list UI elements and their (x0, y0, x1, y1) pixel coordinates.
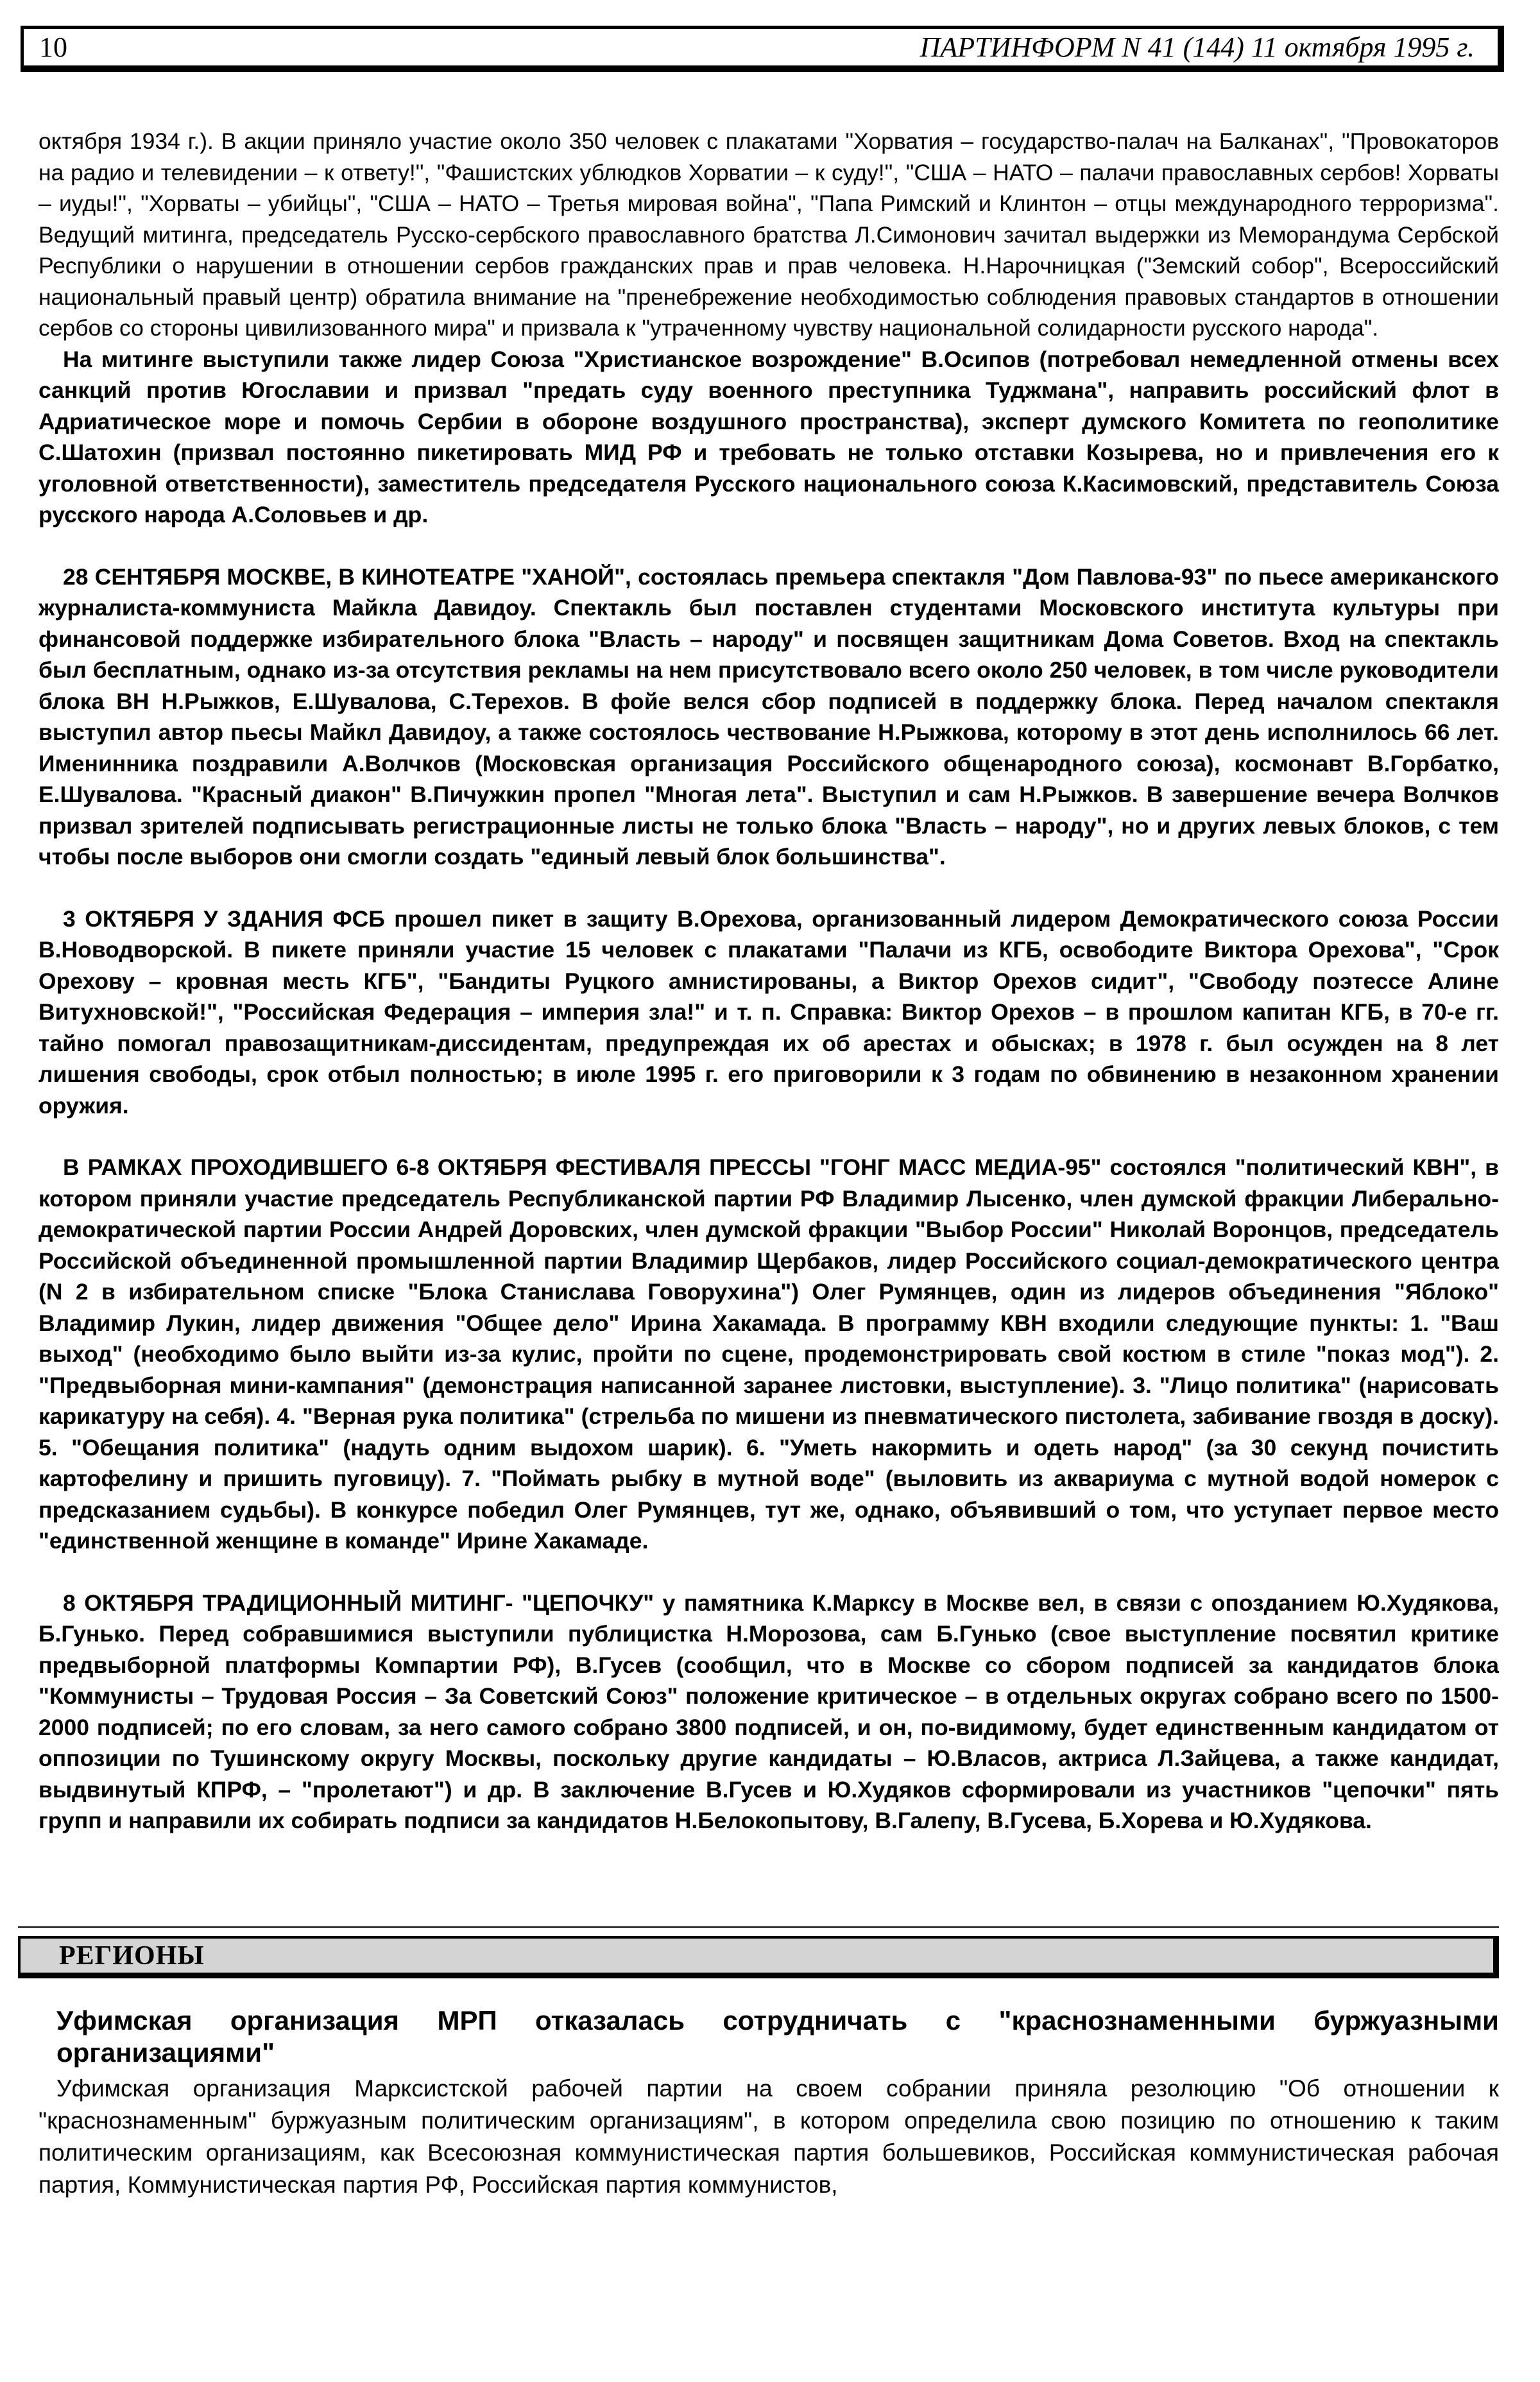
section-divider (18, 1926, 1499, 1928)
regions-article (38, 2005, 1499, 2201)
paragraph-rally-speakers: На митинге выступили также лидер Союза "Христианское возрождение" В.Осипов (потребовал немедленной отмены всех санкций против Югославии и призвал "предать суду военного преступника Туджмана", направить российский флот в Адриатическое море и помочь Сербии в обороне воздушного пространства), эксперт думского Комитета по геополитике С.Шатохин (призвал постоянно пикетировать МИД РФ и требовать не только отставки Козырева, но и привлечения его к уголовной ответственности), заместитель председателя Русского национального союза К.Касимовский, представитель Союза русского народа А.Соловьев и др. (38, 346, 1499, 527)
paragraph-fsb-picket: 3 ОКТЯБРЯ У ЗДАНИЯ ФСБ прошел пикет в защиту В.Орехова, организованный лидером Демократического союза России В.Новодворской. В пикете приняли участие 15 человек с плакатами "Палачи из КГБ, освободите Виктора Орехова", "Срок Орехову – кровная месть КГБ", "Бандиты Руцкого амнистированы, а Виктор Орехов сидит", "Свободу поэтессе Алине Витухновской!", "Российская Федерация – империя зла!" и т. п. Справка: Виктор Орехов – в прошлом капитан КГБ, в 70-е гг. тайно помогал правозащитникам-диссидентам, предупреждая их об арестах и обысках; в 1978 г. был осужден на 8 лет лишения свободы, срок отбыл полностью; в июле 1995 г. его приговорили к 3 годам по обвинению в незаконном хранении оружия. (38, 905, 1499, 1118)
paragraph-protest-continuation: октября 1934 г.). В акции приняло участие около 350 человек с плакатами "Хорватия – государство-палач на Балканах", "Провокаторов на радио и телевидении – к ответу!", "Фашистских ублюдков Хорватии – к суду!", "США – НАТО – палачи православных сербов! Хорваты – иуды!", "Хорваты – убийцы", "США – НАТО – Третья мировая война", "Папа Римский и Клинтон – отцы международного терроризма". Ведущий митинга, председатель Русско-сербского православного братства Л.Симонович зачитал выдержки из Меморандума Сербской Республики о нарушении в отношении сербов гражданских прав и прав человека. Н.Нарочницкая ("Земский собор", Всероссийский национальный правый центр) обратила внимание на "пренебрежение необходимостью соблюдения правовых стандартов в отношении сербов со стороны цивилизованного мира" и призвала к "утраченному чувству национальной солидарности русского народа". (38, 128, 1499, 341)
article-headline: Уфимская организация МРП отказалась сотрудничать с "краснознаменными буржуазными организациями" (56, 2005, 1499, 2068)
page-header (21, 26, 1504, 72)
article-text: Уфимская организация Марксистской рабочей партии на своем собрании приняла резолюцию "Об отношении к "краснознаменным" буржуазным политическим организациям", в котором определила свою позицию по отношению к таким политическим организациям, как Всесоюзная коммунистическая партия большевиков, Российская коммунистическая рабочая партия, Коммунистическая партия РФ, Российская партия коммунистов, (38, 2075, 1499, 2198)
page-number: 10 (39, 31, 67, 63)
section-title: РЕГИОНЫ (59, 1941, 205, 1971)
publication-title: ПАРТИНФОРМ N 41 (144) 11 октября 1995 г. (920, 31, 1475, 63)
paragraph-chain-rally: 8 ОКТЯБРЯ ТРАДИЦИОННЫЙ МИТИНГ- "ЦЕПОЧКУ" у памятника К.Марксу в Москве вел, в связи с опозданием Ю.Худякова, Б.Гунько. Перед собравшимися выступили публицистка Н.Морозова, сам Б.Гунько (свое выступление посвятил критике предвыборной платформы Компартии РФ), В.Гусев (сообщил, что в Москве со сбором подписей за кандидатов блока "Коммунисты – Трудовая Россия – За Советский Союз" положение критическое – в отдельных округах собрано всего по 1500-2000 подписей; по его словам, за него самого собрано 3800 подписей, и он, по-видимому, будет единственным кандидатом от оппозиции по Тушинскому округу Москвы, поскольку другие кандидаты – Ю.Власов, актриса Л.Зайцева, а также кандидат, выдвинутый КПРФ, – "пролетают") и др. В заключение В.Гусев и Ю.Худяков сформировали из участников "цепочки" пять групп и направили их собирать подписи за кандидатов Н.Белокопытову, В.Галепу, В.Гусева, Б.Хорева и Ю.Худякова. (38, 1589, 1499, 1833)
news-body (38, 126, 1499, 1837)
paragraph-political-kvn: В РАМКАХ ПРОХОДИВШЕГО 6-8 ОКТЯБРЯ ФЕСТИВАЛЯ ПРЕССЫ "ГОНГ МАСС МЕДИА-95" состоялся "политический КВН", в котором приняли участие председатель Республиканской партии РФ Владимир Лысенко, член думской фракции Либерально-демократической партии России Андрей Доровских, член думской фракции "Выбор России" Николай Воронцов, председатель Российской объединенной промышленной партии Владимир Щербаков, лидер Российского социал-демократического центра (N 2 в избирательном списке "Блока Станислава Говорухина") Олег Румянцев, один из лидеров объединения "Яблоко" Владимир Лукин, лидер движения "Общее дело" Ирина Хакамада. В программу КВН входили следующие пункты: 1. "Ваш выход" (необходимо было выйти из-за кулис, пройти по сцене, продемонстрировать свой костюм в стиле "показ мод"). 2. "Предвыборная мини-кампания" (демонстрация написанной заранее листовки, выступление). 3. "Лицо политика" (нарисовать карикатуру на себя). 4. "Верная рука политика" (стрельба по мишени из пневматического пистолета, забивание гвоздя в доску). 5. "Обещания политика" (надуть одним выдохом шарик). 6. "Уметь накормить и одеть народ" (за 30 секунд почистить картофелину и пришить пуговицу). 7. "Поймать рыбку в мутной воде" (выловить из аквариума с мутной водой номерок с предсказанием судьбы). В конкурсе победил Олег Румянцев, тут же, однако, объявивший о том, что уступает первое место "единственной женщине в команде" Ирине Хакамаде. (38, 1154, 1499, 1554)
section-header (18, 1936, 1499, 1978)
paragraph-hanoi-premiere: 28 СЕНТЯБРЯ МОСКВЕ, В КИНОТЕАТРЕ "ХАНОЙ", состоялась премьера спектакля "Дом Павлова-93" по пьесе американского журналиста-коммуниста Майкла Давидоу. Спектакль был поставлен студентами Московского института культуры при финансовой поддержке избирательного блока "Власть – народу" и посвящен защитникам Дома Советов. Вход на спектакль был бесплатным, однако из-за отсутствия рекламы на нем присутствовало всего около 250 человек, в том числе руководители блока ВН Н.Рыжков, Е.Шувалова, С.Терехов. В фойе велся сбор подписей в поддержку блока. Перед началом спектакля выступил автор пьесы Майкл Давидоу, а также состоялось чествование Н.Рыжкова, которому в этот день исполнилось 66 лет. Именинника поздравили А.Волчков (Московская организация Российского общенародного союза), космонавт В.Горбатко, Е.Шувалова. "Красный диакон" В.Пичужкин пропел "Многая лета". Выступил и сам Н.Рыжков. В завершение вечера Волчков призвал зрителей подписывать регистрационные листы не только блока "Власть – народу", но и других левых блоков, с тем чтобы после выборов они смогли создать "единый левый блок большинства". (38, 563, 1499, 870)
